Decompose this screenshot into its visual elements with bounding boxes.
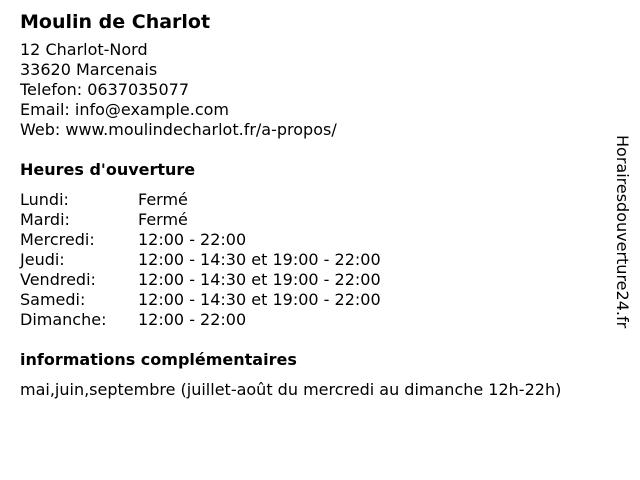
day-label: Dimanche: xyxy=(20,310,107,329)
business-name: Moulin de Charlot xyxy=(20,11,211,33)
hours-heading: Heures d'ouverture xyxy=(20,160,196,179)
day-label: Mardi: xyxy=(20,210,70,229)
extra-info-heading: informations complémentaires xyxy=(20,350,297,369)
day-hours: 12:00 - 14:30 et 19:00 - 22:00 xyxy=(138,270,381,289)
hours-row-friday xyxy=(20,270,381,290)
day-label: Vendredi: xyxy=(20,270,96,289)
day-hours: 12:00 - 14:30 et 19:00 - 22:00 xyxy=(138,290,381,309)
day-hours: 12:00 - 22:00 xyxy=(138,230,247,249)
business-info xyxy=(20,10,600,400)
day-hours: Fermé xyxy=(138,210,188,229)
extra-info-text: mai,juin,septembre (juillet-août du mercredi au dimanche 12h-22h) xyxy=(20,380,562,399)
address-line-2: 33620 Marcenais xyxy=(20,60,158,79)
hours-row-wednesday xyxy=(20,230,381,250)
site-watermark: Horairesdouverture24.fr xyxy=(613,135,632,329)
hours-row-sunday xyxy=(20,310,381,330)
hours-row-tuesday xyxy=(20,210,381,230)
day-label: Samedi: xyxy=(20,290,86,309)
website-url: Web: www.moulindecharlot.fr/a-propos/ xyxy=(20,120,337,139)
day-label: Mercredi: xyxy=(20,230,95,249)
hours-row-saturday xyxy=(20,290,381,310)
day-hours: 12:00 - 14:30 et 19:00 - 22:00 xyxy=(138,250,381,269)
phone-number: Telefon: 0637035077 xyxy=(20,80,190,99)
hours-table xyxy=(20,190,381,330)
hours-row-thursday xyxy=(20,250,381,270)
hours-row-monday xyxy=(20,190,381,210)
address-line-1: 12 Charlot-Nord xyxy=(20,40,148,59)
day-label: Jeudi: xyxy=(20,250,65,269)
day-hours: 12:00 - 22:00 xyxy=(138,310,247,329)
day-hours: Fermé xyxy=(138,190,188,209)
day-label: Lundi: xyxy=(20,190,69,209)
email-address: Email: info@example.com xyxy=(20,100,229,119)
